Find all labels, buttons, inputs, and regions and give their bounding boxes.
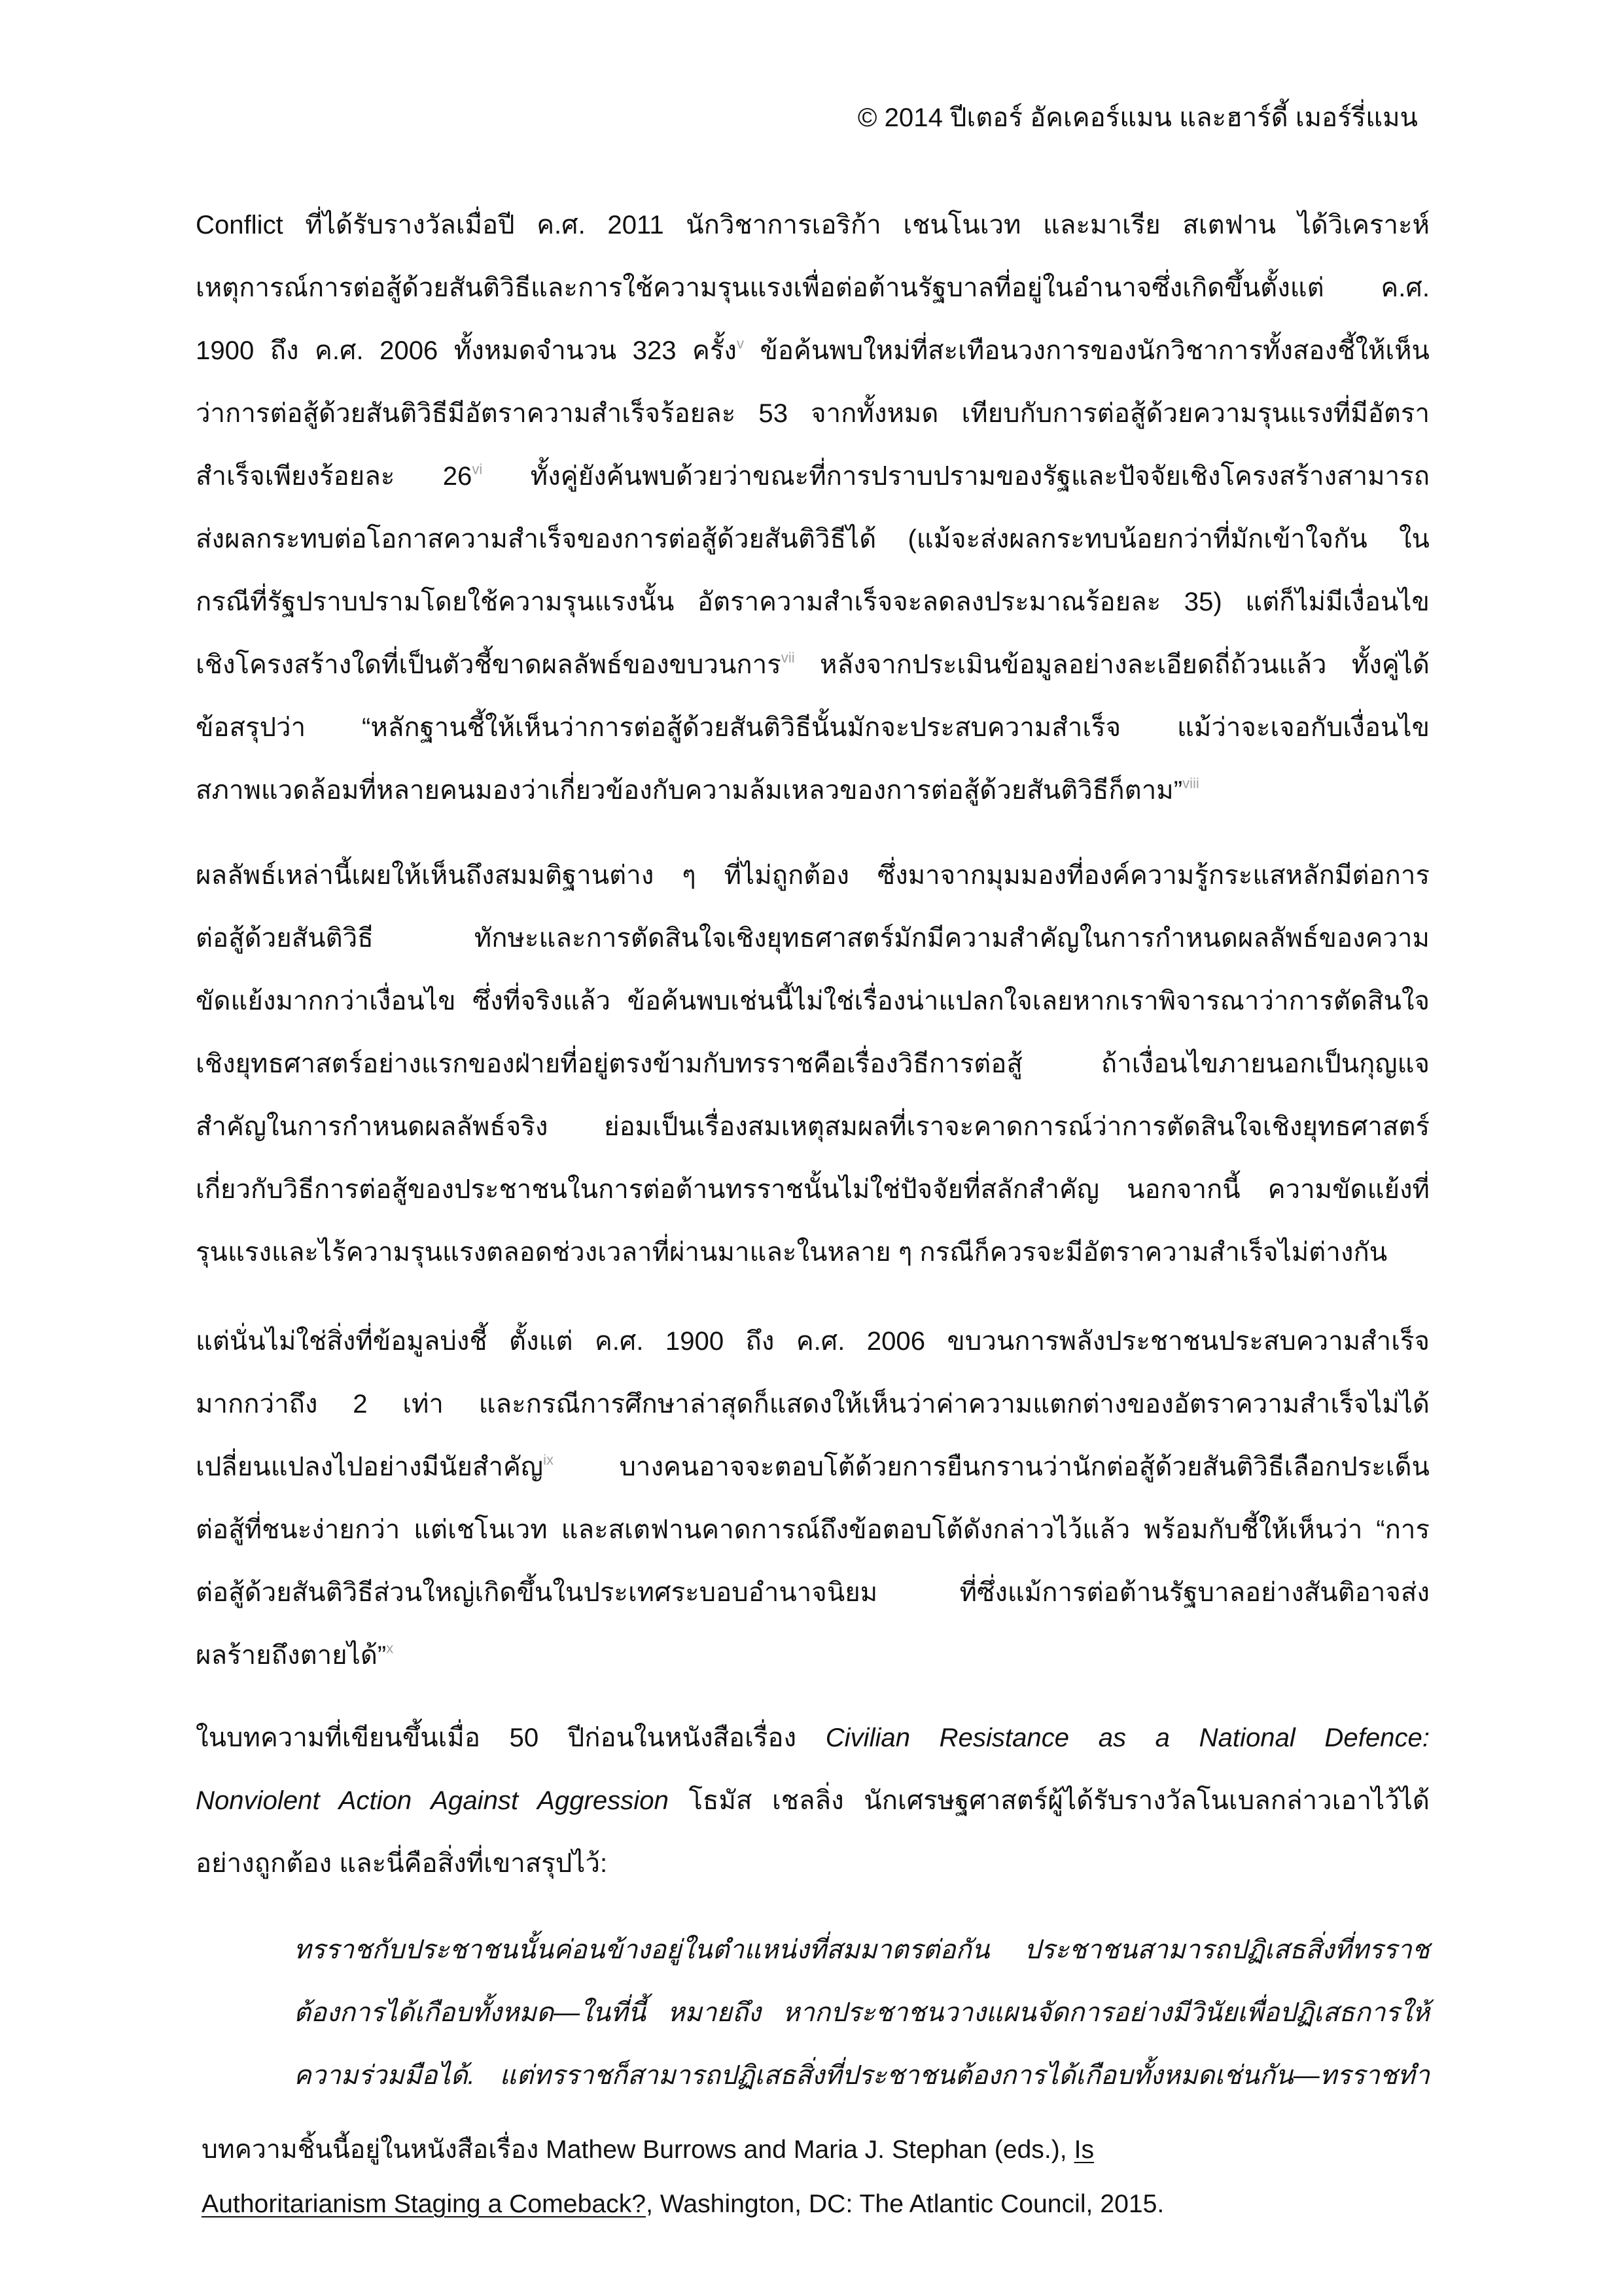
citation-text: บทความชิ้นนี้อยู่ในหนังสือเรื่อง Mathew Burrows and Maria J. Stephan (eds.), bbox=[202, 2136, 1074, 2164]
text-line bbox=[196, 1706, 1430, 1769]
book-link[interactable]: Authoritarianism Staging a Comeback? bbox=[202, 2190, 646, 2218]
quote-line: ทรราชกับประชาชนนั้นค่อนข้างอยู่ในตำแหน่งที่สมมาตรต่อกัน ประชาชนสามารถปฏิเสธสิ่งที่ทรราช bbox=[294, 1935, 1430, 1964]
line-text: ข้อค้นพบใหม่ที่สะเทือนวงการของนักวิชาการทั้งสองชี้ให้เห็น bbox=[744, 336, 1430, 365]
text-line: กรณีที่รัฐปราบปรามโดยใช้ความรุนแรงนั้น อัตราความสำเร็จจะลดลงประมาณร้อยละ 35) แต่ก็ไม่มีเงื่อนไข bbox=[196, 587, 1430, 616]
body-paragraph bbox=[196, 844, 1430, 1284]
endnote-marker: ix bbox=[543, 1451, 554, 1468]
text-line: ต่อสู้ด้วยสันติวิธีส่วนใหญ่เกิดขึ้นในประเทศระบอบอำนาจนิยม ที่ซึ่งแม้การต่อต้านรัฐบาลอย่างสันติอาจส่ง bbox=[196, 1578, 1430, 1607]
line-text: สภาพแวดล้อมที่หลายคนมองว่าเกี่ยวข้องกับความล้มเหลวของการต่อสู้ด้วยสันติวิธีก็ตาม” bbox=[196, 775, 1183, 805]
text-line: อย่างถูกต้อง และนี่คือสิ่งที่เขาสรุปไว้: bbox=[196, 1848, 608, 1878]
text-line: ต่อสู้ที่ชนะง่ายกว่า แต่เชโนเวท และสเตฟานคาดการณ์ถึงข้อตอบโต้ดังกล่าวไว้แล้ว พร้อมกับชี้ให้เห็นว่า “การ bbox=[196, 1515, 1430, 1544]
text-line bbox=[196, 759, 1430, 822]
citation-line bbox=[202, 2177, 1430, 2231]
text-line: มากกว่าถึง 2 เท่า และกรณีการศึกษาล่าสุดก็แสดงให้เห็นว่าค่าความแตกต่างของอัตราความสำเร็จไม่ได้ bbox=[196, 1389, 1430, 1419]
citation-line bbox=[202, 2123, 1430, 2177]
line-text: 1900 ถึง ค.ศ. 2006 ทั้งหมดจำนวน 323 ครั้ง bbox=[196, 336, 737, 365]
text-line: ส่งผลกระทบต่อโอกาสความสำเร็จของการต่อสู้ด้วยสันติวิธีได้ (แม้จะส่งผลกระทบน้อยกว่าที่มักเข้าใจกัน ใน bbox=[196, 524, 1430, 554]
text-line bbox=[196, 1769, 1430, 1832]
book-title: Nonviolent Action Against Aggression bbox=[196, 1786, 669, 1815]
endnote-marker: x bbox=[386, 1640, 394, 1657]
endnote-marker: vi bbox=[472, 461, 483, 478]
line-text: ในบทความที่เขียนขึ้นเมื่อ 50 ปีก่อนในหนังสือเรื่อง bbox=[196, 1723, 826, 1752]
text-line: ผลลัพธ์เหล่านี้เผยให้เห็นถึงสมมติฐานต่าง ๆ ที่ไม่ถูกต้อง ซึ่งมาจากมุมมองที่องค์ความรู้กระแสหลักมีต่อการ bbox=[196, 860, 1430, 890]
body-paragraph bbox=[196, 1310, 1430, 1687]
footer-citation bbox=[202, 2123, 1430, 2231]
line-text: ทั้งคู่ยังค้นพบด้วยว่าขณะที่การปราบปรามของรัฐและปัจจัยเชิงโครงสร้างสามารถ bbox=[482, 461, 1430, 491]
text-line: เหตุการณ์การต่อสู้ด้วยสันติวิธีและการใช้ความรุนแรงเพื่อต่อต้านรัฐบาลที่อยู่ในอำนาจซึ่งเกิดขึ้นตั้งแต่ ค.ศ. bbox=[196, 273, 1430, 302]
text-line bbox=[196, 1436, 1430, 1498]
text-line: ต่อสู้ด้วยสันติวิธี ทักษะและการตัดสินใจเชิงยุทธศาสตร์มักมีความสำคัญในการกำหนดผลลัพธ์ของความ bbox=[196, 923, 1430, 953]
text-line bbox=[196, 319, 1430, 382]
body-paragraph bbox=[196, 194, 1430, 822]
text-line: สำคัญในการกำหนดผลลัพธ์จริง ย่อมเป็นเรื่องสมเหตุสมผลที่เราจะคาดการณ์ว่าการตัดสินใจเชิงยุทธศาสตร์ bbox=[196, 1112, 1430, 1141]
text-line: ขัดแย้งมากกว่าเงื่อนไข ซึ่งที่จริงแล้ว ข้อค้นพบเช่นนี้ไม่ใช่เรื่องน่าแปลกใจเลยหากเราพิจารณาว่าการตัดสินใจ bbox=[196, 986, 1430, 1016]
body-paragraph bbox=[196, 1706, 1430, 1895]
text-line: ว่าการต่อสู้ด้วยสันติวิธีมีอัตราความสำเร็จร้อยละ 53 จากทั้งหมด เทียบกับการต่อสู้ด้วยความรุนแรงที่มีอัตรา bbox=[196, 398, 1430, 428]
text-line: แต่นั่นไม่ใช่สิ่งที่ข้อมูลบ่งชี้ ตั้งแต่ ค.ศ. 1900 ถึง ค.ศ. 2006 ขบวนการพลังประชาชนประสบความสำเร็จ bbox=[196, 1326, 1430, 1356]
line-text: เชิงโครงสร้างใดที่เป็นตัวชี้ขาดผลลัพธ์ของขบวนการ bbox=[196, 650, 781, 679]
line-text: สำเร็จเพียงร้อยละ 26 bbox=[196, 461, 472, 491]
text-line: เชิงยุทธศาสตร์อย่างแรกของฝ่ายที่อยู่ตรงข้ามกับทรราชคือเรื่องวิธีการต่อสู้ ถ้าเงื่อนไขภายนอกเป็นกุญแจ bbox=[196, 1049, 1430, 1078]
endnote-marker: v bbox=[737, 335, 745, 352]
text-line: เกี่ยวกับวิธีการต่อสู้ของประชาชนในการต่อต้านทรราชนั้นไม่ใช่ปัจจัยที่สลักสำคัญ นอกจากนี้ ความขัดแย้งที่ bbox=[196, 1174, 1430, 1204]
book-link[interactable]: Is bbox=[1074, 2136, 1095, 2164]
block-quote bbox=[294, 1918, 1430, 2107]
endnote-marker: vii bbox=[781, 649, 795, 666]
running-header-copyright: © 2014 ปีเตอร์ อัคเคอร์แมน และฮาร์ดี้ เมอร์รี่แมน bbox=[857, 103, 1418, 132]
text-line: รุนแรงและไร้ความรุนแรงตลอดช่วงเวลาที่ผ่านมาและในหลาย ๆ กรณีก็ควรจะมีอัตราความสำเร็จไม่ต่างกัน bbox=[196, 1237, 1388, 1267]
line-text: หลังจากประเมินข้อมูลอย่างละเอียดถี่ถ้วนแล้ว ทั้งคู่ได้ bbox=[794, 650, 1430, 679]
text-line: ข้อสรุปว่า “หลักฐานชี้ให้เห็นว่าการต่อสู้ด้วยสันติวิธีนั้นมักจะประสบความสำเร็จ แม้ว่าจะเจอกับเงื่อนไข bbox=[196, 713, 1430, 742]
text-line bbox=[196, 633, 1430, 696]
line-text: ผลร้ายถึงตายได้” bbox=[196, 1640, 387, 1670]
book-title: Civilian Resistance as a National Defence: bbox=[825, 1723, 1430, 1752]
endnote-marker: viii bbox=[1182, 775, 1199, 792]
citation-text: , Washington, DC: The Atlantic Council, 2015. bbox=[646, 2190, 1165, 2218]
text-line: Conflict ที่ได้รับรางวัลเมื่อปี ค.ศ. 2011 นักวิชาการเอริก้า เชนโนเวท และมาเรีย สเตฟาน ได้วิเคราะห์ bbox=[196, 210, 1430, 239]
line-text: บางคนอาจจะตอบโต้ด้วยการยืนกรานว่านักต่อสู้ด้วยสันติวิธีเลือกประเด็น bbox=[554, 1452, 1430, 1481]
line-text: โธมัส เชลลิ่ง นักเศรษฐศาสตร์ผู้ได้รับรางวัลโนเบลกล่าวเอาไว้ได้ bbox=[668, 1786, 1430, 1815]
quote-line: ต้องการได้เกือบทั้งหมด—ในที่นี้ หมายถึง หากประชาชนวางแผนจัดการอย่างมีวินัยเพื่อปฏิเสธการให้ bbox=[294, 1998, 1430, 2027]
quote-line: ความร่วมมือได้. แต่ทรราชก็สามารถปฏิเสธสิ่งที่ประชาชนต้องการได้เกือบทั้งหมดเช่นกัน—ทรราชทำ bbox=[294, 2060, 1430, 2090]
text-line bbox=[196, 1624, 1430, 1687]
line-text: เปลี่ยนแปลงไปอย่างมีนัยสำคัญ bbox=[196, 1452, 544, 1481]
text-line bbox=[196, 445, 1430, 508]
